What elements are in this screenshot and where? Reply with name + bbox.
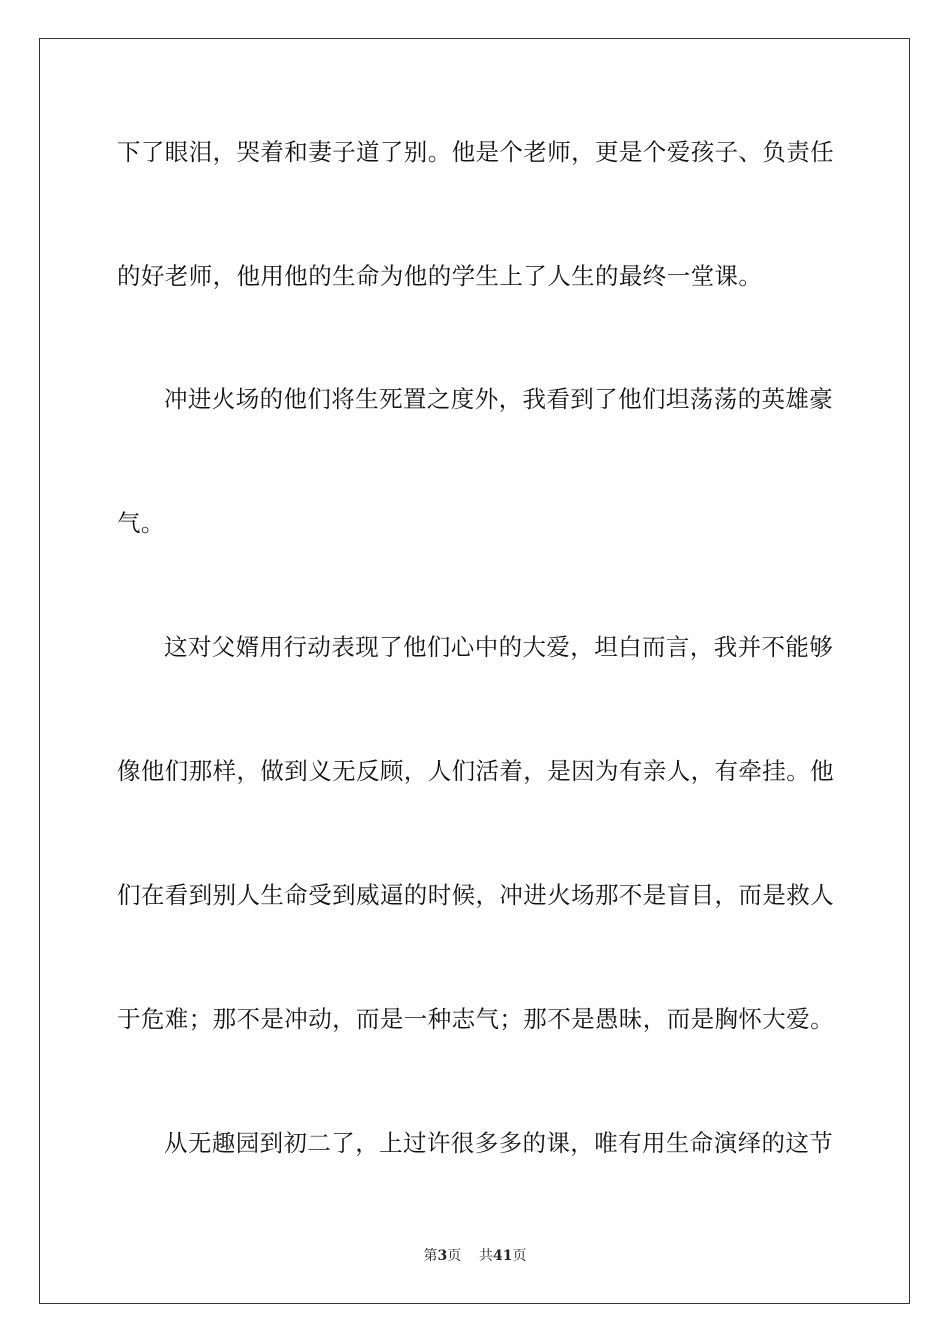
text-line-1: 下了眼泪，哭着和妻子道了别。他是个老师，更是个爱孩子、负责任 — [117, 138, 834, 166]
footer-total-prefix: 共 — [479, 1248, 494, 1264]
text-line-5: 这对父婿用行动表现了他们心中的大爱，坦白而言，我并不能够 — [164, 633, 834, 661]
footer-page-number: 3 — [437, 1248, 448, 1264]
text-line-3: 冲进火场的他们将生死置之度外，我看到了他们坦荡荡的英雄豪 — [164, 385, 834, 413]
text-line-4: 气。 — [117, 509, 165, 537]
footer-total-pages: 41 — [493, 1248, 513, 1264]
page-footer — [0, 1247, 950, 1265]
page-border — [39, 38, 910, 1304]
footer-total-suffix: 页 — [512, 1248, 527, 1264]
text-line-7: 们在看到别人生命受到威逼的时候，冲进火场那不是盲目，而是救人 — [117, 881, 834, 909]
footer-page-prefix: 第 — [423, 1248, 438, 1264]
footer-page-suffix: 页 — [447, 1248, 462, 1264]
text-line-8: 于危难；那不是冲动，而是一种志气；那不是愚昧，而是胸怀大爱。 — [117, 1005, 834, 1033]
text-line-6: 像他们那样，做到义无反顾，人们活着，是因为有亲人，有牵挂。他 — [117, 757, 834, 785]
text-line-2: 的好老师，他用他的生命为他的学生上了人生的最终一堂课。 — [117, 262, 763, 290]
text-line-9: 从无趣园到初二了，上过许很多多的课，唯有用生命演绎的这节 — [164, 1129, 834, 1157]
